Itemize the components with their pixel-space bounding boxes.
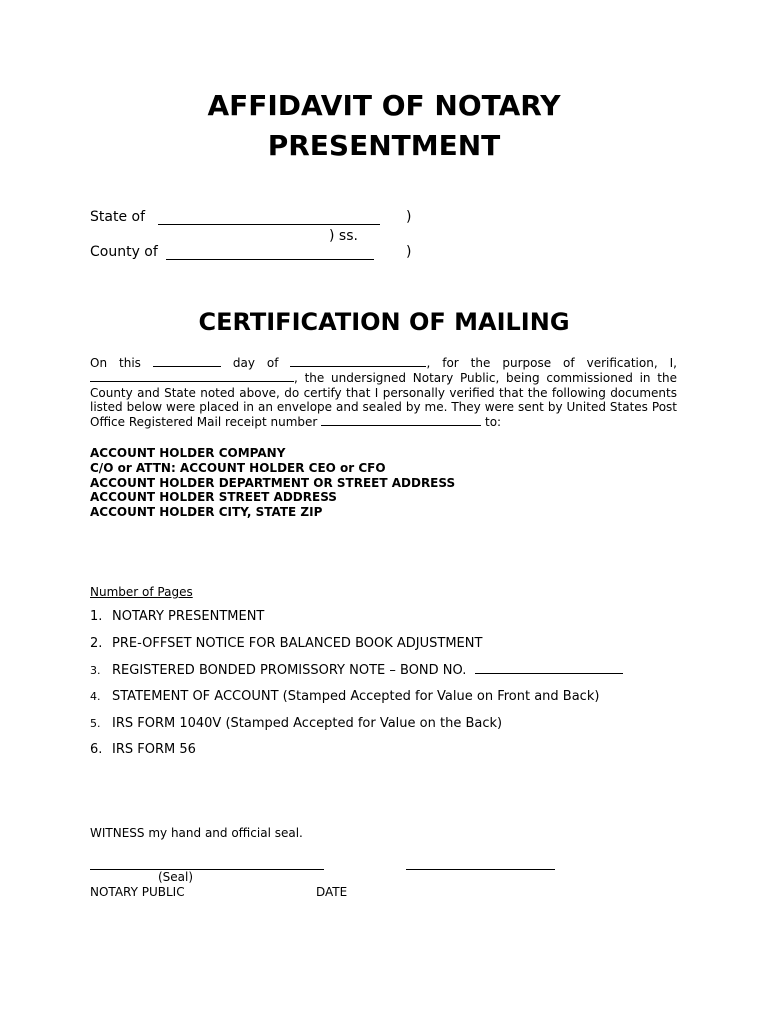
notary-name-field[interactable] [90,371,294,382]
paragraph-on-this: On this [90,356,141,370]
list-item [90,689,599,705]
address-line: ACCOUNT HOLDER DEPARTMENT OR STREET ADDRESS [90,475,456,490]
item-text: IRS FORM 56 [112,742,196,757]
ss-label: ) ss. [329,228,358,244]
item-number: 5. [90,717,101,730]
state-field[interactable] [158,224,380,225]
section-title: CERTIFICATION OF MAILING [198,308,570,336]
address-line: C/O or ATTN: ACCOUNT HOLDER CEO or CFO [90,460,386,475]
paragraph-purpose: , for the purpose of verification, I, [426,356,677,370]
list-item [90,636,482,652]
address-line: ACCOUNT HOLDER STREET ADDRESS [90,490,337,505]
receipt-number-field[interactable] [321,415,481,426]
state-paren: ) [406,209,412,225]
item-number: 2. [90,636,103,651]
seal-label: (Seal) [158,870,194,884]
paragraph-body: , the undersigned Notary Public, being commissioned in the County and State noted above, do certify that I personally verified that the following documents listed below were placed in an envelope and sealed by me. They were sent by United States Post Office Registered Mail receipt number [90,370,677,430]
list-item [90,609,264,625]
item-text: STATEMENT OF ACCOUNT (Stamped Accepted for Value on Front and Back) [112,689,600,704]
item-number: 1. [90,609,103,624]
paragraph-to: to: [484,415,502,430]
item-text: IRS FORM 1040V (Stamped Accepted for Value on the Back) [112,716,503,731]
state-label: State of [90,209,146,225]
address-line: ACCOUNT HOLDER CITY, STATE ZIP [90,505,323,520]
paragraph-day-of: day of [232,356,279,370]
certification-paragraph [90,356,677,430]
pages-label: Number of Pages [90,585,193,599]
item-text: PRE-OFFSET NOTICE FOR BALANCED BOOK ADJUSTMENT [112,636,483,651]
county-label: County of [90,244,158,260]
address-block [90,446,455,520]
notary-signature-field[interactable] [90,869,324,870]
date-field[interactable] [406,869,555,870]
notary-public-label: NOTARY PUBLIC [90,885,185,899]
month-field[interactable] [290,356,426,367]
item-text: REGISTERED BONDED PROMISSORY NOTE – BOND NO. [112,663,467,678]
date-label: DATE [316,885,348,899]
item-number: 6. [90,742,103,757]
day-field[interactable] [153,356,221,367]
item-number: 3. [90,664,101,677]
address-line: ACCOUNT HOLDER COMPANY [90,446,286,460]
item-number: 4. [90,690,101,703]
list-item [90,663,623,679]
county-field[interactable] [166,259,374,260]
item-text: NOTARY PRESENTMENT [112,609,265,624]
witness-statement: WITNESS my hand and official seal. [90,826,303,840]
document-title-line1: AFFIDAVIT OF NOTARY [207,89,561,122]
document-title-line2: PRESENTMENT [267,129,501,162]
county-paren: ) [406,244,412,260]
bond-number-field[interactable] [475,663,623,674]
list-item [90,742,196,758]
list-item [90,716,502,732]
